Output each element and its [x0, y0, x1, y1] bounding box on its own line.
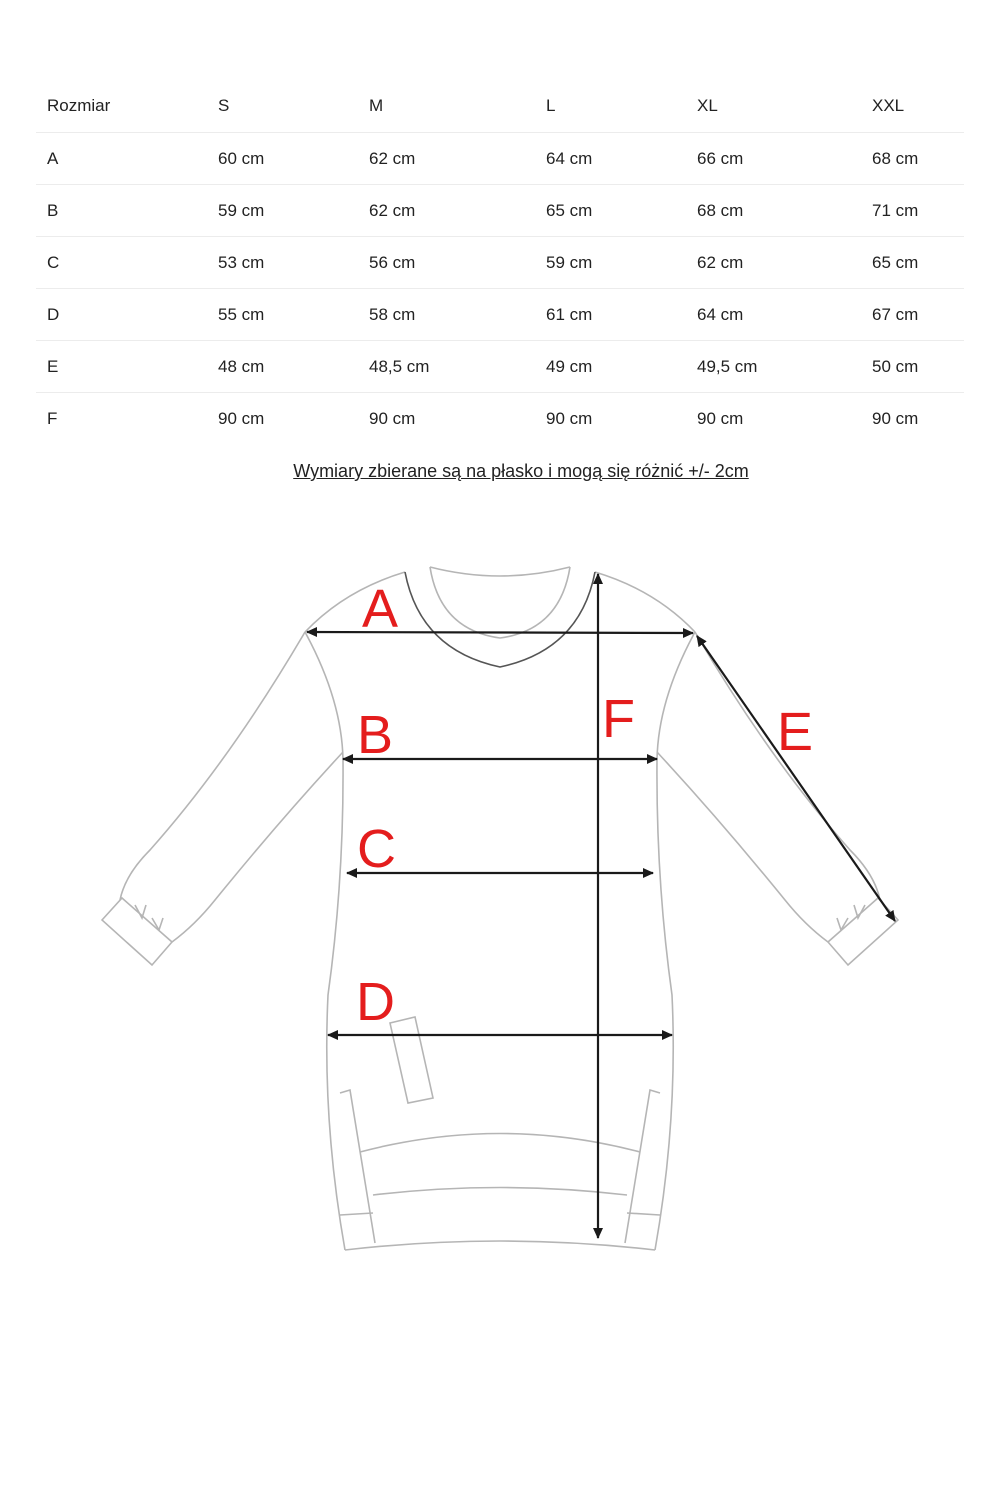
header-cell: XL [686, 80, 861, 133]
table-row [36, 133, 964, 185]
label-b: B [357, 705, 394, 765]
table-cell: E [36, 341, 207, 393]
table-cell: 90 cm [369, 408, 416, 428]
table-cell: 90 cm [546, 408, 593, 428]
table-row [36, 237, 964, 289]
garment-measurement-diagram [0, 540, 1000, 1280]
table-cell: C [36, 237, 207, 289]
header-cell: XXL [861, 80, 964, 133]
table-cell: 56 cm [358, 237, 535, 289]
table-header-row [36, 80, 964, 133]
table-cell: 64 cm [686, 289, 861, 341]
table-cell: D [36, 289, 207, 341]
table-cell: 49,5 cm [686, 341, 861, 393]
label-c: C [357, 819, 396, 879]
table-cell: 65 cm [861, 237, 964, 289]
table-cell: 59 cm [535, 237, 686, 289]
header-cell: L [535, 80, 686, 133]
table-cell: 67 cm [861, 289, 964, 341]
label-a: A [362, 579, 399, 639]
table-cell: 90 cm [218, 408, 265, 428]
label-e: E [777, 702, 814, 762]
table-row [36, 341, 964, 393]
table-cell: 68 cm [686, 185, 861, 237]
table-cell: 60 cm [207, 133, 358, 185]
header-cell: S [207, 80, 358, 133]
table-cell: 59 cm [207, 185, 358, 237]
table-cell: 62 cm [358, 133, 535, 185]
arrow-e [697, 636, 895, 921]
table-cell: 90 cm [697, 408, 744, 428]
header-cell: Rozmiar [36, 80, 207, 133]
measurement-note: Wymiary zbierane są na płasko i mogą się różnić +/- 2cm [293, 461, 749, 481]
table-cell: 58 cm [358, 289, 535, 341]
label-f: F [602, 689, 635, 749]
size-table [36, 80, 964, 444]
table-row [36, 289, 964, 341]
table-cell: 53 cm [207, 237, 358, 289]
table-cell: 68 cm [861, 133, 964, 185]
table-cell: 48 cm [207, 341, 358, 393]
table-cell: 90 cm [872, 408, 919, 428]
table-cell: A [36, 133, 207, 185]
table-cell: F [47, 408, 58, 428]
table-cell: 62 cm [358, 185, 535, 237]
header-cell: M [358, 80, 535, 133]
table-cell: 49 cm [535, 341, 686, 393]
table-cell: 71 cm [861, 185, 964, 237]
table-cell: 64 cm [535, 133, 686, 185]
table-row [36, 185, 964, 237]
table-cell: 62 cm [686, 237, 861, 289]
garment-outline [102, 567, 898, 1250]
table-cell: 50 cm [861, 341, 964, 393]
table-row [36, 393, 964, 445]
table-cell: 61 cm [535, 289, 686, 341]
table-cell: 66 cm [686, 133, 861, 185]
table-cell: B [36, 185, 207, 237]
label-d: D [356, 972, 395, 1032]
table-cell: 55 cm [207, 289, 358, 341]
table-cell: 65 cm [535, 185, 686, 237]
table-cell: 48,5 cm [358, 341, 535, 393]
